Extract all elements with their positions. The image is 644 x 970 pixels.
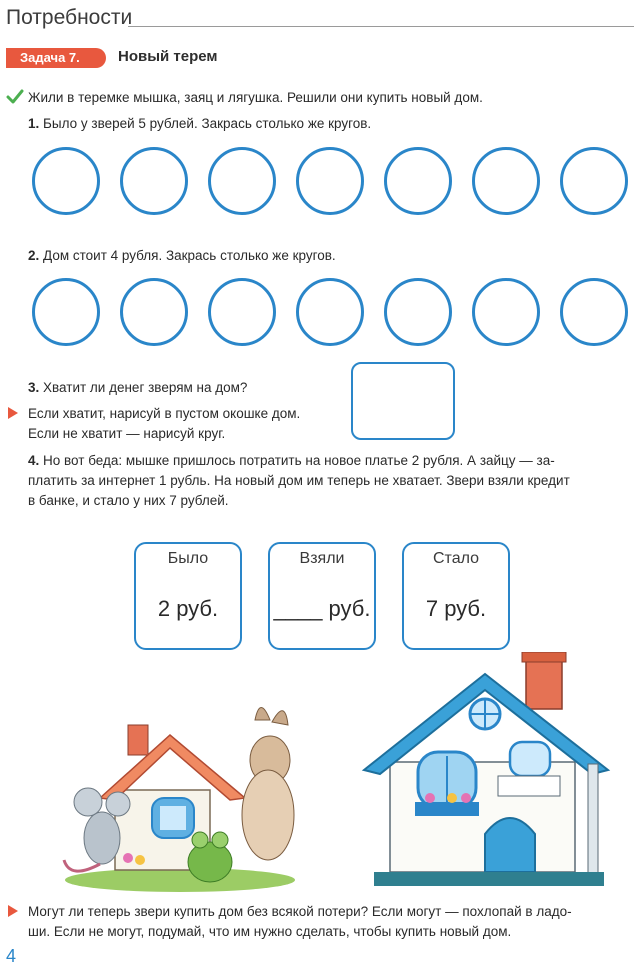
card-borrowed-value[interactable]: ____ руб. (273, 596, 371, 621)
price-circle[interactable] (472, 278, 540, 346)
question-2-number: 2. (28, 248, 40, 263)
coin-circle[interactable] (120, 147, 188, 215)
coin-circle[interactable] (560, 147, 628, 215)
checkmark-icon (6, 89, 24, 105)
task-title: Новый терем (118, 48, 218, 65)
coin-circle[interactable] (296, 147, 364, 215)
card-became (402, 542, 510, 650)
page-title: Потребности (6, 6, 133, 29)
question-3-instruction-2: Если не хватит — нарисуй круг. (28, 426, 226, 441)
intro-text: Жили в теремке мышка, заяц и лягушка. Решили они купить новый дом. (28, 90, 483, 105)
question-3 (28, 378, 247, 397)
arrow-icon (8, 905, 18, 917)
task-badge: Задача 7. (6, 48, 106, 68)
question-2 (28, 246, 336, 265)
price-circle[interactable] (32, 278, 100, 346)
coin-circle[interactable] (208, 147, 276, 215)
card-borrowed-label: Взяли (299, 550, 345, 567)
question-3-number: 3. (28, 380, 40, 395)
page-number: 4 (6, 946, 17, 966)
price-circle[interactable] (384, 278, 452, 346)
coin-circle[interactable] (384, 147, 452, 215)
question-4-line-3: в банке, и стало у них 7 рублей. (28, 493, 229, 508)
small-house-illustration (60, 700, 300, 895)
question-4-text: Но вот беда: мышке пришлось потратить на новое платье 2 рубля. А зайцу — за- (43, 453, 555, 468)
price-circle[interactable] (560, 278, 628, 346)
card-became-value: 7 руб. (425, 596, 487, 621)
final-question-line-1: Могут ли теперь звери купить дом без всякой потери? Если могут — похлопай в ладо- (28, 904, 572, 919)
question-4-line-1 (28, 451, 555, 470)
card-borrowed[interactable] (268, 542, 376, 650)
answer-window[interactable] (351, 362, 455, 440)
card-was-label: Было (167, 550, 209, 567)
price-circle[interactable] (296, 278, 364, 346)
question-1-number: 1. (28, 116, 40, 131)
question-3-instruction-1: Если хватит, нарисуй в пустом окошке дом. (28, 406, 301, 421)
new-house-illustration (360, 652, 630, 897)
question-2-text: Дом стоит 4 рубля. Закрась столько же кругов. (43, 248, 336, 263)
question-4-line-2: платить за интернет 1 рубль. На новый дом им теперь не хватает. Звери взяли кредит (28, 473, 570, 488)
arrow-icon (8, 407, 18, 419)
question-4-number: 4. (28, 453, 40, 468)
question-1 (28, 114, 371, 133)
final-question-line-2: ши. Если не могут, подумай, что им нужно сделать, чтобы купить новый дом. (28, 924, 512, 939)
question-1-text: Было у зверей 5 рублей. Закрась столько же кругов. (43, 116, 372, 131)
question-3-text: Хватит ли денег зверям на дом? (43, 380, 248, 395)
coin-circle[interactable] (472, 147, 540, 215)
card-was-value: 2 руб. (157, 596, 219, 621)
price-circle[interactable] (120, 278, 188, 346)
header-divider (128, 26, 634, 27)
card-was (134, 542, 242, 650)
price-circle[interactable] (208, 278, 276, 346)
coin-circle[interactable] (32, 147, 100, 215)
card-became-label: Стало (432, 550, 479, 567)
